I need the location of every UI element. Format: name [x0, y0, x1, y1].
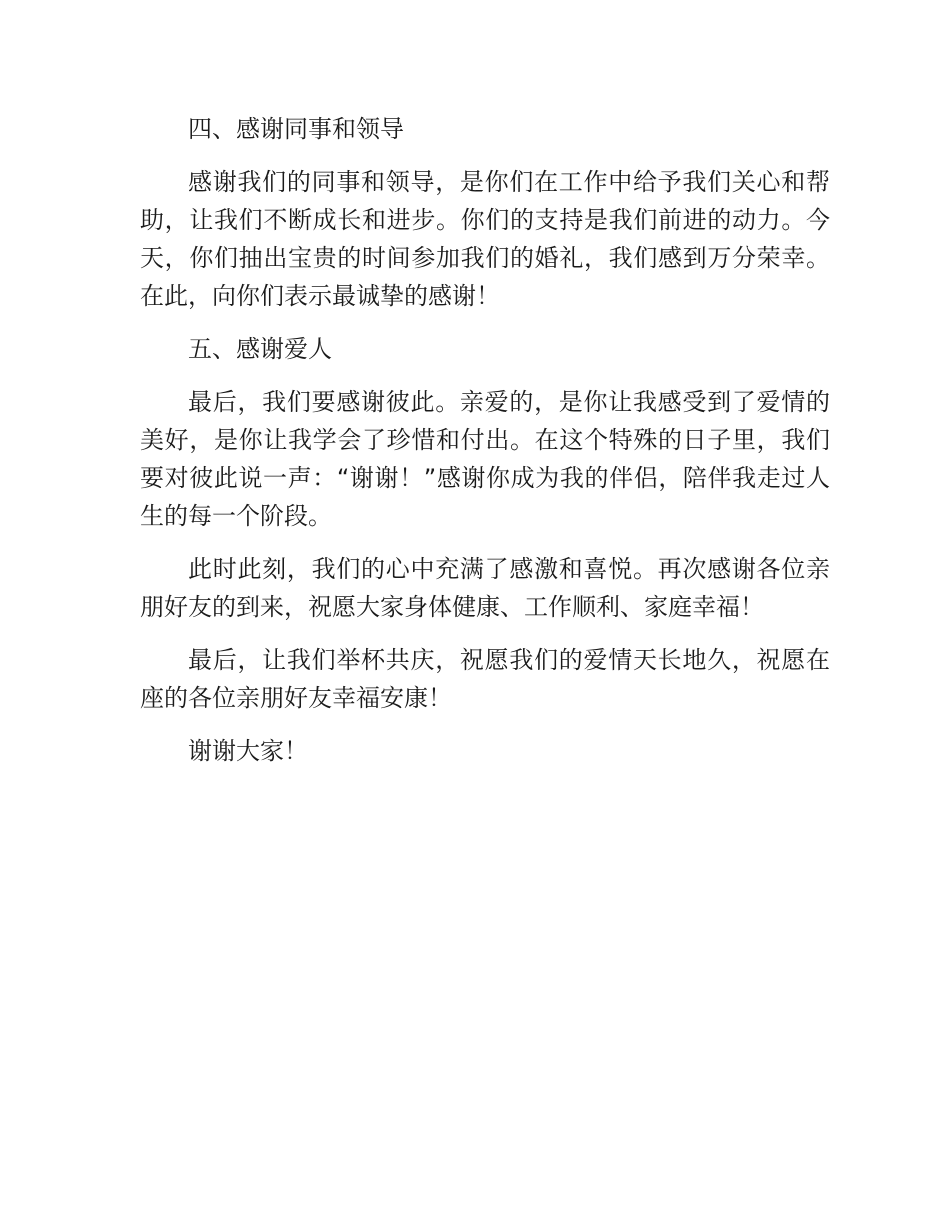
paragraph-toast: 最后，让我们举杯共庆，祝愿我们的爱情天长地久，祝愿在座的各位亲朋好友幸福安康！	[140, 646, 830, 712]
paragraph-thanks-spouse: 最后，我们要感谢彼此。亲爱的，是你让我感受到了爱情的美好，是你让我学会了珍惜和付出。在这个特殊的日子里，我们要对彼此说一声：“谢谢！”感谢你成为我的伴侣，陪伴我走过人生的每一个阶段。	[140, 388, 830, 530]
document-body	[140, 110, 830, 785]
section-heading-colleagues: 四、感谢同事和领导	[188, 115, 404, 143]
paragraph-closing: 谢谢大家！	[188, 737, 308, 765]
section-heading-spouse: 五、感谢爱人	[188, 335, 332, 363]
paragraph-gratitude-joy: 此时此刻，我们的心中充满了感激和喜悦。再次感谢各位亲朋好友的到来，祝愿大家身体健康、工作顺利、家庭幸福！	[140, 555, 830, 621]
paragraph-thanks-colleagues: 感谢我们的同事和领导，是你们在工作中给予我们关心和帮助，让我们不断成长和进步。你们的支持是我们前进的动力。今天，你们抽出宝贵的时间参加我们的婚礼，我们感到万分荣幸。在此，向你们表示最诚挚的感谢！	[140, 168, 830, 310]
